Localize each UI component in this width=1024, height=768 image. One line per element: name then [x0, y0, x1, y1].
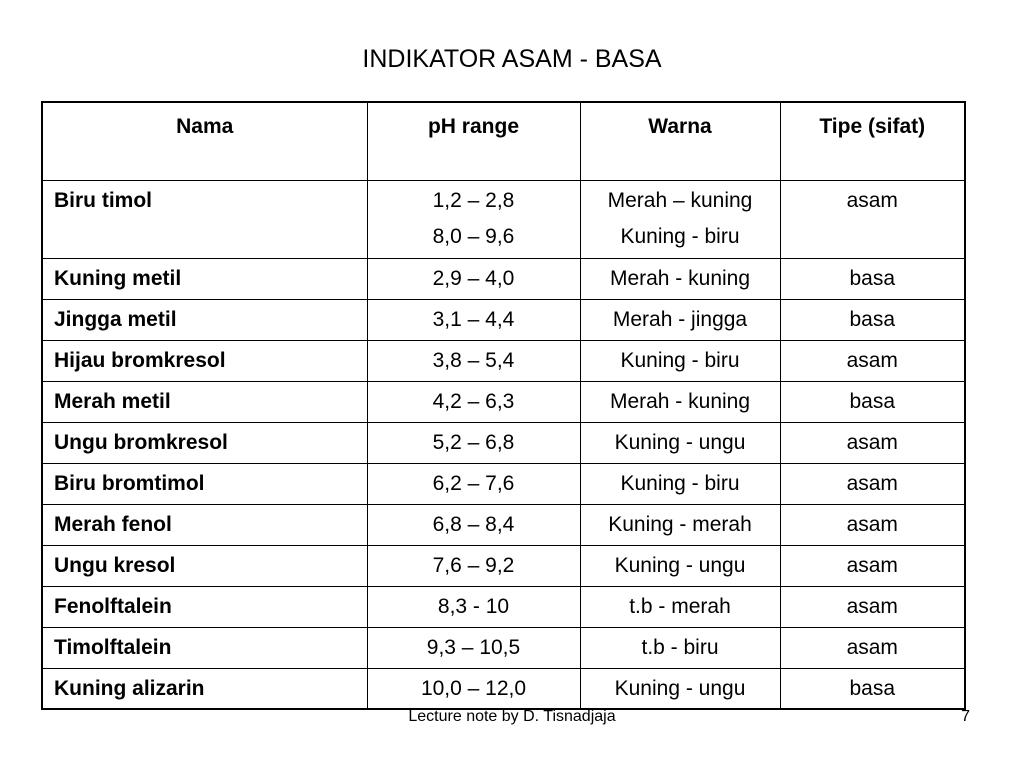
ph-range-cell: [367, 668, 580, 709]
ph-range-value: 3,8 – 5,4: [432, 348, 515, 372]
ph-range-value: 9,3 – 10,5: [426, 635, 521, 659]
warna-value: t.b - merah: [629, 594, 731, 618]
tipe-cell: asam: [780, 463, 965, 504]
indicator-name: Fenolftalein: [42, 586, 367, 627]
slide-title: INDIKATOR ASAM - BASA: [362, 45, 662, 73]
ph-range-value: 6,8 – 8,4: [432, 512, 515, 536]
ph-range-cell: [367, 381, 580, 422]
ph-range-cell: [367, 258, 580, 299]
ph-range-value: 10,0 – 12,0: [420, 676, 527, 700]
table-row: [42, 180, 965, 258]
table-row: [42, 258, 965, 299]
table-row: [42, 340, 965, 381]
indicator-table: [41, 101, 966, 710]
tipe-cell: basa: [780, 668, 965, 709]
table-row: [42, 422, 965, 463]
indicator-name: Biru timol: [42, 180, 367, 258]
warna-value: Merah - jingga: [612, 307, 748, 331]
ph-range-cell: [367, 340, 580, 381]
warna-value: Kuning - merah: [608, 512, 752, 536]
indicator-name: Timolftalein: [42, 627, 367, 668]
warna-cell: [580, 180, 780, 258]
ph-range-cell: [367, 627, 580, 668]
warna-value: t.b - biru: [641, 635, 719, 659]
table-row: [42, 381, 965, 422]
ph-range-cell: [367, 299, 580, 340]
table-body: [42, 180, 965, 709]
table-row: [42, 299, 965, 340]
slide-number: 7: [961, 708, 970, 725]
footer-note: Lecture note by D. Tisnadjaja: [408, 708, 616, 725]
tipe-cell: asam: [780, 422, 965, 463]
ph-range-value: 1,2 – 2,8: [432, 188, 515, 212]
table-row: [42, 627, 965, 668]
tipe-cell: asam: [780, 586, 965, 627]
ph-range-value: 7,6 – 9,2: [432, 553, 515, 577]
ph-range-value: 8,0 – 9,6: [432, 224, 515, 248]
warna-cell: [580, 299, 780, 340]
indicator-name: Hijau bromkresol: [42, 340, 367, 381]
warna-cell: [580, 340, 780, 381]
ph-range-cell: [367, 463, 580, 504]
ph-range-cell: [367, 504, 580, 545]
ph-range-value: 3,1 – 4,4: [432, 307, 515, 331]
tipe-cell: asam: [780, 180, 965, 258]
tipe-cell: basa: [780, 381, 965, 422]
header-tipe: Tipe (sifat): [780, 102, 965, 180]
ph-range-value: 2,9 – 4,0: [432, 266, 515, 290]
warna-cell: [580, 627, 780, 668]
header-nama: Nama: [42, 102, 367, 180]
warna-cell: [580, 504, 780, 545]
indicator-name: Ungu kresol: [42, 545, 367, 586]
ph-range-value: 5,2 – 6,8: [432, 430, 515, 454]
ph-range-value: 8,3 - 10: [437, 594, 510, 618]
warna-cell: [580, 463, 780, 504]
header-ph-range: pH range: [367, 102, 580, 180]
warna-value: Kuning - ungu: [614, 553, 746, 577]
header-warna: Warna: [580, 102, 780, 180]
tipe-cell: asam: [780, 340, 965, 381]
warna-value: Kuning - biru: [620, 224, 740, 248]
warna-value: Merah - kuning: [609, 266, 751, 290]
ph-range-cell: [367, 586, 580, 627]
ph-range-value: 4,2 – 6,3: [432, 389, 515, 413]
indicator-name: Jingga metil: [42, 299, 367, 340]
tipe-cell: asam: [780, 504, 965, 545]
indicator-name: Biru bromtimol: [42, 463, 367, 504]
tipe-cell: basa: [780, 258, 965, 299]
indicator-name: Kuning alizarin: [42, 668, 367, 709]
indicator-name: Merah fenol: [42, 504, 367, 545]
table-header-row: [42, 102, 965, 180]
warna-value: Merah - kuning: [609, 389, 751, 413]
ph-range-cell: [367, 180, 580, 258]
warna-value: Kuning - biru: [620, 348, 740, 372]
warna-cell: [580, 381, 780, 422]
warna-value: Merah – kuning: [607, 188, 753, 212]
tipe-cell: basa: [780, 299, 965, 340]
table-row: [42, 463, 965, 504]
table-row: [42, 504, 965, 545]
indicator-name: Merah metil: [42, 381, 367, 422]
warna-cell: [580, 545, 780, 586]
table-row: [42, 586, 965, 627]
tipe-cell: asam: [780, 627, 965, 668]
table-row: [42, 668, 965, 709]
warna-cell: [580, 586, 780, 627]
warna-value: Kuning - ungu: [614, 430, 746, 454]
ph-range-cell: [367, 545, 580, 586]
warna-cell: [580, 422, 780, 463]
table-row: [42, 545, 965, 586]
tipe-cell: asam: [780, 545, 965, 586]
warna-value: Kuning - ungu: [614, 676, 746, 700]
warna-value: Kuning - biru: [620, 471, 740, 495]
warna-cell: [580, 258, 780, 299]
ph-range-value: 6,2 – 7,6: [432, 471, 515, 495]
warna-cell: [580, 668, 780, 709]
indicator-name: Kuning metil: [42, 258, 367, 299]
ph-range-cell: [367, 422, 580, 463]
indicator-name: Ungu bromkresol: [42, 422, 367, 463]
